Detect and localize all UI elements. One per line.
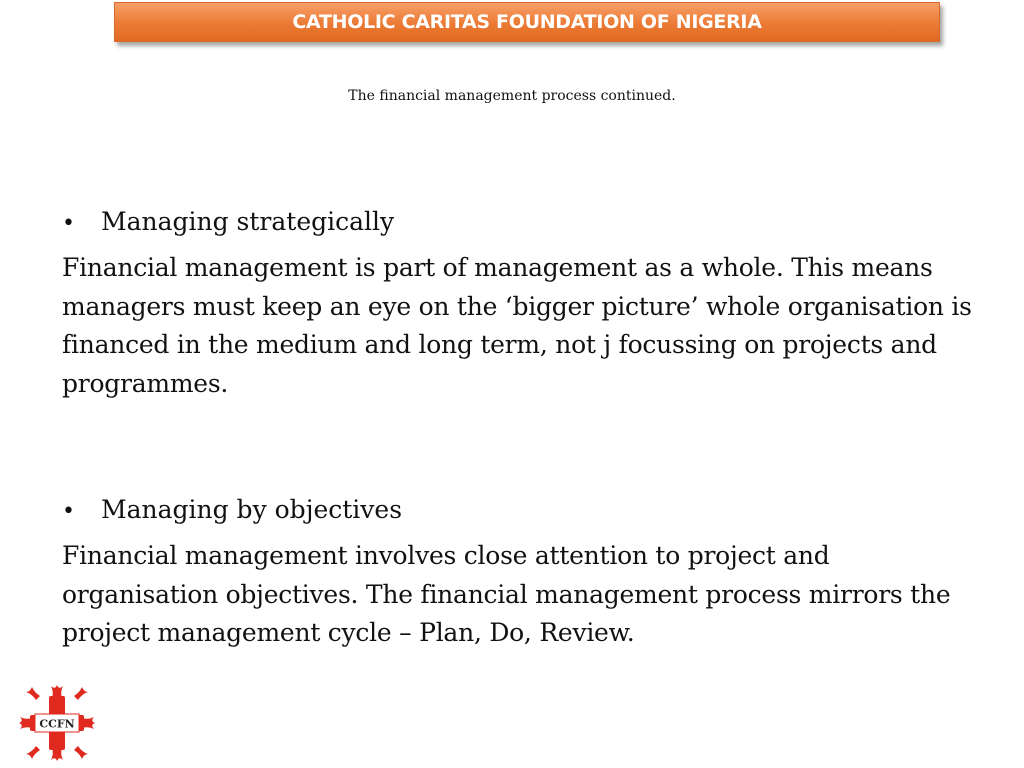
bullet-icon: • <box>62 211 75 236</box>
section-body: Financial management is part of management as a whole. This means managers must keep an eye on the ‘bigger picture’ whole organisation is financed in the medium and long term, not j focussing on projects and programmes. <box>62 253 972 398</box>
logo-text: CCFN <box>39 717 75 731</box>
slide-subtitle: The financial management process continued. <box>348 88 676 104</box>
header-title: CATHOLIC CARITAS FOUNDATION OF NIGERIA <box>292 11 762 33</box>
caritas-logo-icon <box>18 684 96 762</box>
section-body: Financial management involves close attention to project and organisation objectives. The financial management process mirrors the project management cycle – Plan, Do, Review. <box>62 541 951 647</box>
header-banner <box>114 2 940 42</box>
bullet-icon: • <box>62 499 75 524</box>
section-managing-strategically <box>62 205 992 403</box>
bullet-heading: Managing by objectives <box>101 495 403 524</box>
bullet-heading: Managing strategically <box>101 207 395 236</box>
bullet-item <box>62 205 992 241</box>
bullet-item <box>62 493 992 529</box>
section-managing-by-objectives <box>62 493 992 653</box>
